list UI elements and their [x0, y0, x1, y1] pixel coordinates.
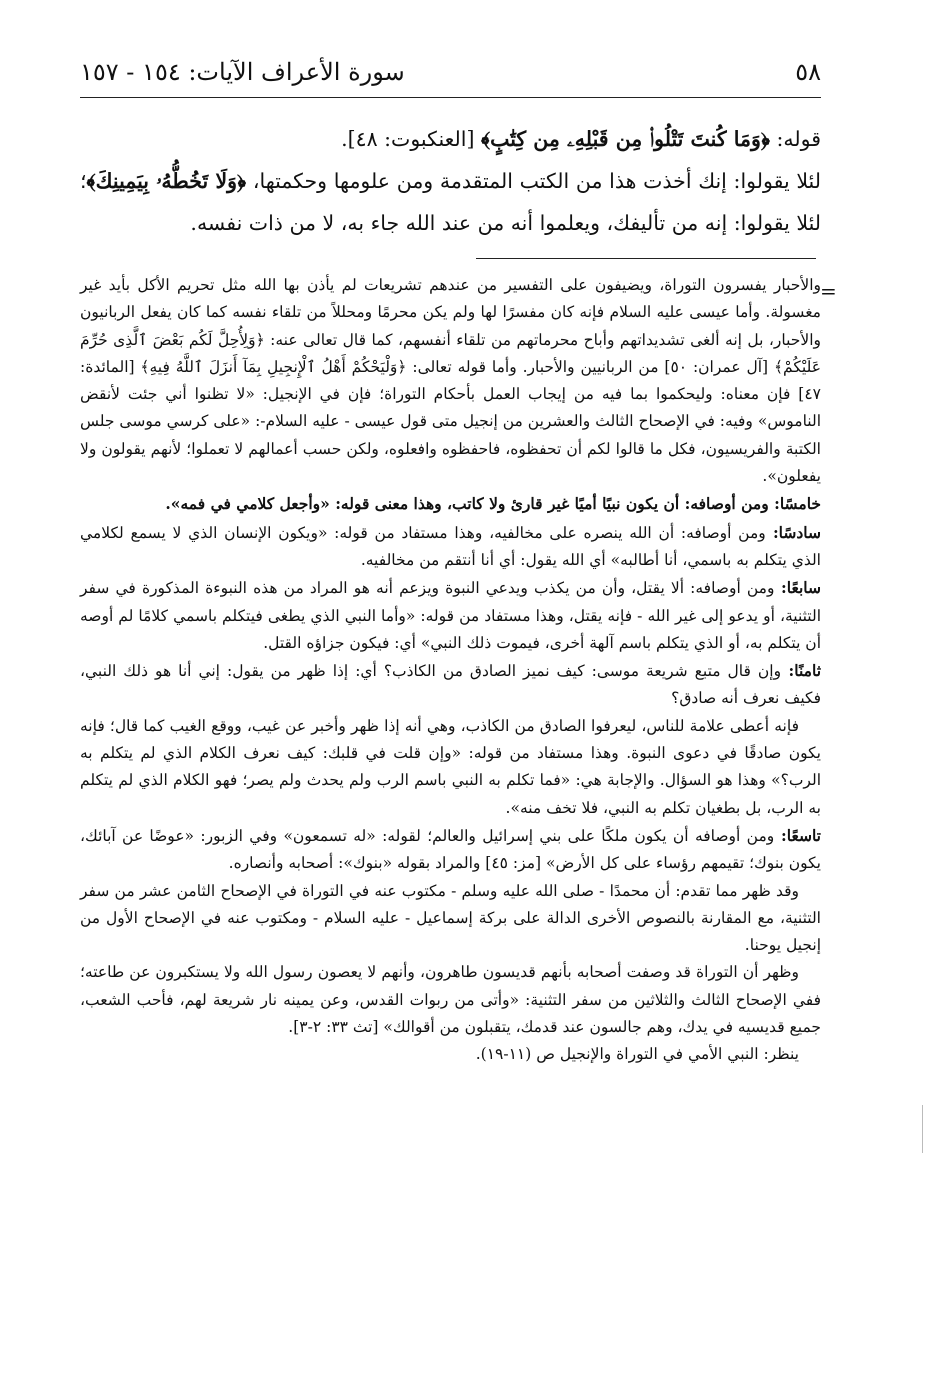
surah-title: سورة الأعراف الآيات: ١٥٤ - ١٥٧ — [80, 58, 405, 86]
verse-ref-1: [العنكبوت: ٤٨]. — [341, 127, 481, 151]
point-label: تاسعًا: — [774, 825, 821, 845]
point-text: وإن قال متبع شريعة موسى: كيف نميز الصادق من الكاذب؟ أي: إذا ظهر من يقول: إني أنا هو ذلك النبي، فكيف نعرف أنه صادق؟ — [80, 662, 821, 708]
footnote-paragraph: والأحبار يفسرون التوراة، ويضيفون على التفسير من عندهم تشريعات لم يأذن بها الله مثل تحريم الأكل بأيد غير مغسولة. وأما عيسى عليه السلام فإنه كان مفسرًا لها ولم يكن محرمًا ومحللاً من تلقاء نفسه كما كان يفعل الربانيون والأحبار، بل إنه ألغى تشديداتهم وأباح محرماتهم من تلقاء أنفسهم، كما قال تعالى عنه: ﴿وَلِأُحِلَّ لَكُم بَعْضَ ٱلَّذِى حُرِّمَ عَلَيْكُمْ﴾ [آل عمران: ٥٠] من الربانيين والأحبار. وأما قوله تعالى: ﴿وَلْيَحْكُمْ أَهْلُ ٱلْإِنجِيلِ بِمَآ أَنزَلَ ٱللَّهُ فِيهِ﴾ [المائدة: ٤٧] فإن معناه: وليحكموا بما فيه من إيجاب العمل بأحكام التوراة؛ فإن في الإنجيل: «لا تظنوا أني جئت لأنقض الناموس» وفيه: في الإصحاح الثالث والعشرين من إنجيل متى قول عيسى - عليه السلام-: «على كرسي موسى جلس الكتبة والفريسيون، فكل ما قالوا لكم أن تحفظوه، فاحفظوه وافعلوه، ولكن حسب أعمالهم لا تعملوا؛ لأنهم يقولون ولا يفعلون». — [80, 276, 821, 486]
footnote-paragraph: وظهر أن التوراة قد وصفت أصحابه بأنهم قديسون طاهرون، وأنهم لا يعصون رسول الله ولا يستكبرون عن طاعته؛ ففي الإصحاح الثالث والثلاثين من سفر التثنية: «وأتى من ربوات القدس، وعن يمينه نار شريعة لهم، فأحب الشعب، جميع قديسيه في يدك، وهم جالسون عند قدمك، يتقبلون من أقوالك» [تث ٣٣: ٢-٣]. — [80, 963, 821, 1037]
point-label: خامسًا: — [768, 494, 821, 514]
main-line-2 — [80, 160, 821, 244]
main-line-1 — [80, 118, 821, 160]
quran-verse-2: ﴿وَلَا تَخُطُّهُۥ بِيَمِينِكَ﴾ — [86, 169, 247, 193]
footnote-separator — [476, 258, 816, 259]
main-text-3: ؛ لئلا يقولوا: إنه من تأليفك، ويعلموا أنه من عند الله جاء به، لا من ذات نفسه. — [80, 169, 821, 235]
main-text-2: لئلا يقولوا: إنك أخذت هذا من الكتب المتقدمة ومن علومها وحكمتها، — [246, 169, 821, 193]
main-text — [80, 118, 821, 244]
footnotes — [80, 272, 821, 1069]
point-label: سادسًا: — [765, 522, 821, 542]
point-text: ومن أوصافه: أن الله ينصره على مخالفيه، وهذا مستفاد من قوله: «ويكون الإنسان الذي لا يسمع لكلامي الذي يتكلم به باسمي، أنا أطالبه» أي الله يقول: أي أنا أنتقم من مخالفيه. — [80, 523, 821, 569]
footnote-paragraph: فإنه أعطى علامة للناس، ليعرفوا الصادق من الكاذب، وهي أنه إذا ظهر وأخبر عن غيب، ووقع الغيب كما قال؛ فإنه يكون صادقًا في دعوى النبوة. وهذا مستفاد من قوله: «وإن قلت في قلبك: كيف نعرف الكلام الذي لم يتكلم به الرب؟» وهذا هو السؤال. والإجابة هي: «فما تكلم به النبي باسم الرب ولم يحدث ولم يصر؛ فهو الكلام الذي لم يتكلم به الرب، بل بطغيان تكلم به النبي، فلا تخف منه». — [80, 716, 821, 817]
margin-mark — [922, 1105, 923, 1153]
point-text: ومن أوصافه: أن يكون نبيًا أميًا غير قارئ ولا كاتب، وهذا معنى قوله: «وأجعل كلامي في فمه». — [165, 494, 769, 514]
main-intro: قوله: — [769, 127, 821, 151]
footnote-paragraph — [80, 490, 821, 518]
footnote-paragraph — [80, 822, 821, 878]
footnote-paragraph — [80, 574, 821, 657]
footnote-paragraph — [80, 657, 821, 713]
header-rule — [80, 97, 821, 98]
point-label: سابعًا: — [774, 578, 822, 598]
running-header — [80, 58, 821, 92]
point-text: ومن أوصافه: ألا يقتل، وأن من يكذب ويدعي النبوة ويزعم أنه هو المراد من هذه النبوءة المذكورة في سفر التثنية، أو يدعو إلى غير الله - فإنه يقتل، وهذا مستفاد من قوله: «وأما النبي الذي يطغى فيتكلم باسمي كلامًا لم أوصه أن يتكلم به، أو الذي يتكلم باسم آلهة أخرى، فيموت ذلك النبي» أي: فيكون جزاؤه القتل. — [80, 579, 821, 652]
quran-verse-1: ﴿وَمَا كُنتَ تَتْلُوا۟ مِن قَبْلِهِۦ مِن كِتَٰبٍ﴾ — [480, 127, 770, 151]
point-text: ومن أوصافه أن يكون ملكًا على بني إسرائيل والعالم؛ لقوله: «له تسمعون» وفي الزبور: «عوضًا عن آبائك، يكون بنوك؛ تقيمهم رؤساء على كل الأرض» [مز: ٤٥] والمراد بقوله «بنوك»: أصحابه وأنصاره. — [80, 826, 821, 873]
point-label: ثامنًا: — [781, 661, 822, 681]
footnote-paragraph — [80, 519, 821, 575]
footnote-reference: ينظر: النبي الأمي في التوراة والإنجيل ص (١١-١٩). — [475, 1045, 799, 1064]
footnote-paragraph: وقد ظهر مما تقدم: أن محمدًا - صلى الله عليه وسلم - مكتوب عنه في التوراة في الإصحاح الثامن عشر من سفر التثنية، مع المقارنة بالنصوص الأخرى الدالة على بركة إسماعيل - عليه السلام - ومكتوب عنه في الإصحاح الأول من إنجيل يوحنا. — [80, 881, 821, 955]
footnote-continuation-mark: = — [820, 279, 837, 303]
page-number: ٥٨ — [795, 58, 821, 86]
